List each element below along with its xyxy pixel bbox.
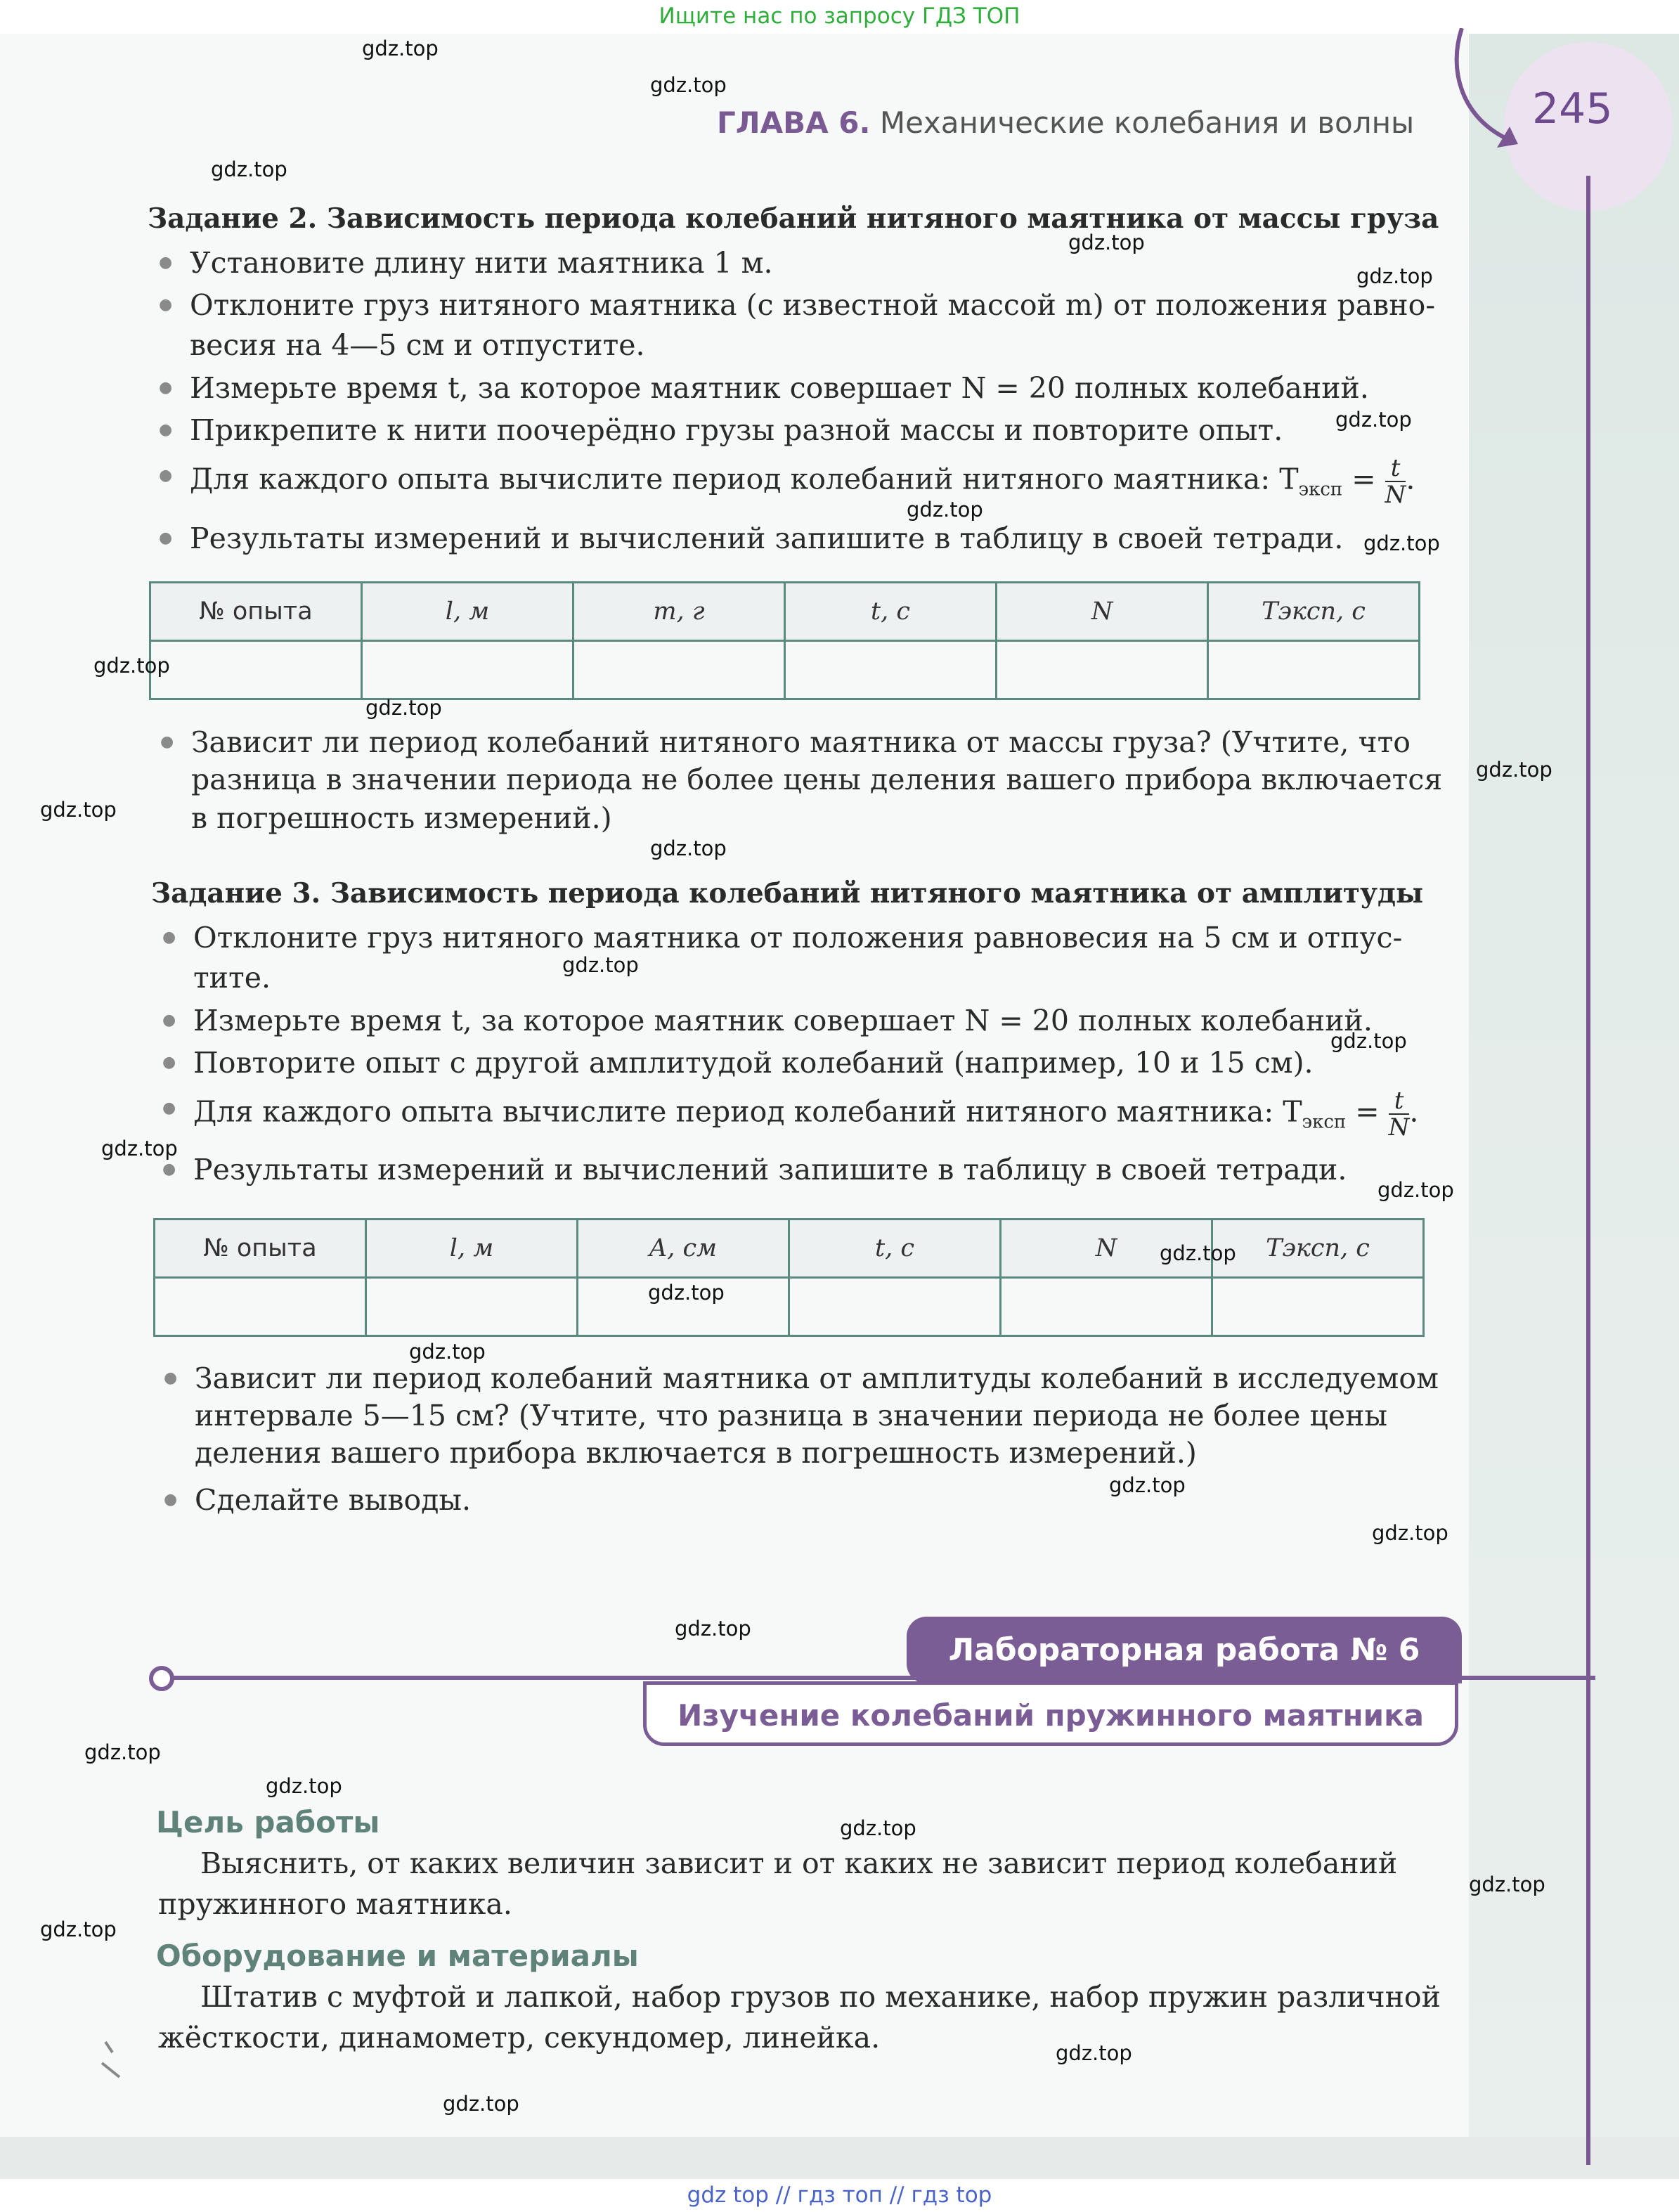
task3-bullet-1-cont: тите. xyxy=(193,961,271,995)
formula-den: N xyxy=(1388,1113,1410,1141)
watermark: gdz.top xyxy=(1330,1029,1407,1053)
task3-bullet-5: ● Результаты измерений и вычислений запишите в таблицу в своей тетради. xyxy=(193,1149,1347,1190)
task2-title: Задание 2. Зависимость периода колебаний нитяного маятника от массы груза xyxy=(148,202,1439,235)
task3-bullet-4-text: Для каждого опыта вычислите период колебаний нитяного маятника: T xyxy=(193,1094,1302,1129)
table-cell xyxy=(785,641,997,699)
task2-bullet-3: ● Измерьте время t, за которое маятник совершает N = 20 полных колебаний. xyxy=(190,368,1369,408)
table-header: t, с xyxy=(789,1220,1001,1278)
watermark: gdz.top xyxy=(650,73,727,97)
watermark: gdz.top xyxy=(1372,1521,1448,1545)
task2-bullet-1: ● Установите длину нити маятника 1 м. xyxy=(190,242,773,283)
task3-question-3: деления вашего прибора включается в погрешность измерений.) xyxy=(195,1436,1197,1470)
pencil-mark-icon xyxy=(98,2038,134,2081)
lab-title: Лабораторная работа № 6 xyxy=(907,1617,1462,1683)
formula-den: N xyxy=(1385,481,1406,509)
table-cell xyxy=(1208,641,1420,699)
table-cell xyxy=(1001,1278,1212,1336)
lab-subtitle: Изучение колебаний пружинного маятника xyxy=(643,1681,1458,1746)
task2-bullet-5: ● Для каждого опыта вычислите период колебаний нитяного маятника: $T_{эксп}$ = $\frac{t}{N}$ . xyxy=(190,455,1415,510)
table-header: Tэксп, с xyxy=(1208,583,1420,641)
table-header: l, м xyxy=(366,1220,578,1278)
watermark: gdz.top xyxy=(40,798,117,822)
task2-bullet-5-text: Для каждого опыта вычислите период колебаний нитяного маятника: T xyxy=(190,462,1299,496)
watermark: gdz.top xyxy=(1476,758,1552,782)
chapter-title: Механические колебания и волны xyxy=(879,105,1415,140)
watermark: gdz.top xyxy=(40,1917,117,1941)
formula-subscript: эксп xyxy=(1302,1111,1347,1133)
formula-num: t xyxy=(1385,455,1406,482)
bottom-banner[interactable]: gdz top // гдз топ // гдз top xyxy=(0,2179,1679,2212)
table-cell xyxy=(573,641,785,699)
formula-subscript: эксп xyxy=(1298,479,1343,500)
table-header: № опыта xyxy=(150,583,362,641)
formula-fraction xyxy=(1389,1088,1410,1140)
table-header: № опыта xyxy=(155,1220,366,1278)
task3-bullet-2: ● Измерьте время t, за которое маятник совершает N = 20 полных колебаний. xyxy=(193,1000,1373,1041)
watermark: gdz.top xyxy=(1356,264,1433,288)
equipment-heading: Оборудование и материалы xyxy=(156,1939,639,1973)
watermark: gdz.top xyxy=(1335,408,1412,432)
watermark: gdz.top xyxy=(101,1137,178,1160)
watermark: gdz.top xyxy=(648,1281,725,1305)
formula-fraction xyxy=(1385,455,1406,507)
watermark: gdz.top xyxy=(409,1340,486,1364)
table-cell xyxy=(789,1278,1001,1336)
watermark: gdz.top xyxy=(362,37,439,60)
watermark: gdz.top xyxy=(1109,1473,1186,1497)
table-header: t, с xyxy=(785,583,997,641)
table-cell xyxy=(1212,1278,1424,1336)
watermark: gdz.top xyxy=(650,836,727,860)
watermark: gdz.top xyxy=(1056,2041,1132,2065)
table-cell xyxy=(155,1278,366,1336)
task2-bullet-2: ● Отклоните груз нитяного маятника (с известной массой m) от положения равно- xyxy=(190,285,1435,325)
watermark: gdz.top xyxy=(266,1774,342,1798)
lab-divider-dot xyxy=(149,1666,174,1691)
equipment-line-1: Штатив с муфтой и лапкой, набор грузов по механике, набор пружин различной xyxy=(200,1980,1441,2014)
table-cell xyxy=(150,641,362,699)
task2-bullet-6: ● Результаты измерений и вычислений запишите в таблицу в своей тетради. xyxy=(190,518,1343,559)
task2-bullet-4: ● Прикрепите к нити поочерёдно грузы разной массы и повторите опыт. xyxy=(190,410,1283,451)
page-number: 245 xyxy=(1532,84,1613,134)
task2-bullet-2-cont: весия на 4—5 см и отпустите. xyxy=(190,328,645,362)
task3-title: Задание 3. Зависимость периода колебаний нитяного маятника от амплитуды xyxy=(151,877,1424,910)
task2-question-3: в погрешность измерений.) xyxy=(191,801,612,835)
top-banner[interactable]: Ищите нас по запросу ГДЗ ТОП xyxy=(0,0,1679,34)
table-header: A, см xyxy=(578,1220,789,1278)
task3-table xyxy=(153,1218,1425,1337)
task3-question-1: ● Зависит ли период колебаний маятника от амплитуды колебаний в исследуемом xyxy=(195,1358,1439,1399)
page-margin-background xyxy=(1469,28,1679,2165)
goal-line-1: Выяснить, от каких величин зависит и от каких не зависит период колебаний xyxy=(200,1846,1398,1880)
task3-bullet-4: ● Для каждого опыта вычислите период колебаний нитяного маятника: $T_{эксп}$ = $\frac{t}{N}$ . xyxy=(193,1088,1418,1143)
formula-num: t xyxy=(1389,1088,1410,1115)
margin-line xyxy=(1586,176,1590,2165)
table-cell xyxy=(997,641,1208,699)
watermark: gdz.top xyxy=(1068,231,1145,254)
watermark: gdz.top xyxy=(562,953,639,977)
watermark: gdz.top xyxy=(907,498,983,522)
watermark: gdz.top xyxy=(84,1740,161,1764)
table-header: N xyxy=(1001,1220,1212,1278)
goal-heading: Цель работы xyxy=(156,1805,380,1839)
watermark: gdz.top xyxy=(365,696,442,720)
task3-conclusion: ● Сделайте выводы. xyxy=(195,1480,471,1520)
table-header: l, м xyxy=(362,583,573,641)
watermark: gdz.top xyxy=(211,157,287,181)
task3-bullet-1: ● Отклоните груз нитяного маятника от положения равновесия на 5 см и отпус- xyxy=(193,917,1402,958)
table-cell xyxy=(362,641,573,699)
table-header: m, г xyxy=(573,583,785,641)
chapter-header xyxy=(717,105,1414,140)
watermark: gdz.top xyxy=(675,1617,751,1641)
table-cell xyxy=(366,1278,578,1336)
equipment-line-2: жёсткости, динамометр, секундомер, линейка. xyxy=(158,2021,881,2055)
watermark: gdz.top xyxy=(1363,531,1440,555)
task2-question-1: ● Зависит ли период колебаний нитяного маятника от массы груза? (Учтите, что xyxy=(191,722,1411,763)
task2-question-2: разница в значении периода не более цены деления вашего прибора включается xyxy=(191,763,1443,796)
watermark: gdz.top xyxy=(1377,1178,1454,1202)
table-header: N xyxy=(997,583,1208,641)
watermark: gdz.top xyxy=(1160,1241,1236,1265)
chapter-label: ГЛАВА 6. xyxy=(717,105,871,140)
watermark: gdz.top xyxy=(93,654,170,678)
table-header: Tэксп, с xyxy=(1212,1220,1424,1278)
task3-question-2: интервале 5—15 см? (Учтите, что разница в значении периода не более цены xyxy=(195,1399,1388,1432)
task2-table xyxy=(149,581,1420,700)
goal-line-2: пружинного маятника. xyxy=(158,1887,512,1921)
task3-bullet-3: ● Повторите опыт с другой амплитудой колебаний (например, 10 и 15 см). xyxy=(193,1042,1314,1083)
watermark: gdz.top xyxy=(443,2092,519,2116)
watermark: gdz.top xyxy=(1469,1873,1545,1896)
watermark: gdz.top xyxy=(840,1816,916,1840)
